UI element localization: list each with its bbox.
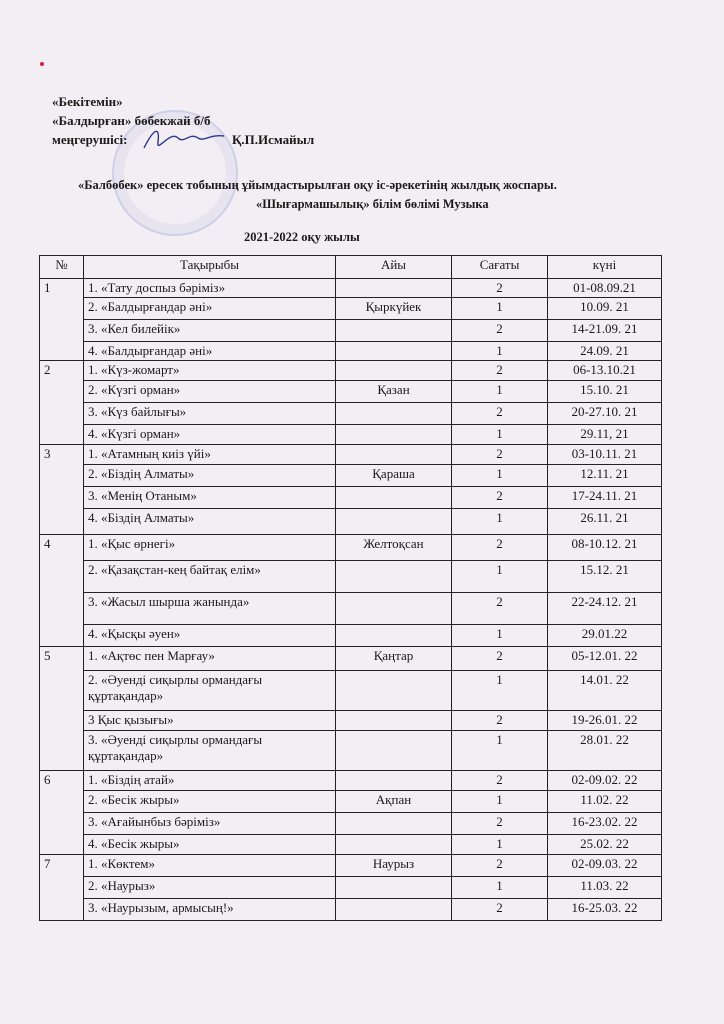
month-cell xyxy=(336,877,452,899)
date-cell: 01-08.09.21 xyxy=(548,279,662,298)
month-cell xyxy=(336,561,452,593)
date-cell: 25.02. 22 xyxy=(548,835,662,855)
hours-cell: 2 xyxy=(452,487,548,509)
hours-cell: 1 xyxy=(452,561,548,593)
table-row xyxy=(40,487,662,509)
table-row xyxy=(40,771,662,791)
date-cell: 08-10.12. 21 xyxy=(548,535,662,561)
hours-cell: 2 xyxy=(452,361,548,381)
month-cell xyxy=(336,509,452,535)
topic-cell: 4. «Бесік жыры» xyxy=(84,835,336,855)
topic-cell: 2. «Бесік жыры» xyxy=(84,791,336,813)
academic-year: 2021-2022 оқу жылы xyxy=(244,230,360,244)
table-row xyxy=(40,899,662,921)
date-cell: 06-13.10.21 xyxy=(548,361,662,381)
table-body xyxy=(40,279,662,921)
table-row xyxy=(40,835,662,855)
table-row xyxy=(40,425,662,445)
table-row xyxy=(40,509,662,535)
topic-cell: 3. «Менің Отаным» xyxy=(84,487,336,509)
topic-cell: 2. «Біздің Алматы» xyxy=(84,465,336,487)
month-cell xyxy=(336,487,452,509)
month-cell: Желтоқсан xyxy=(336,535,452,561)
date-cell: 11.03. 22 xyxy=(548,877,662,899)
hours-cell: 2 xyxy=(452,445,548,465)
ink-dot xyxy=(40,62,44,66)
table-row xyxy=(40,535,662,561)
hours-cell: 2 xyxy=(452,647,548,671)
date-cell: 10.09. 21 xyxy=(548,298,662,320)
topic-cell: 2. «Балдырғандар әні» xyxy=(84,298,336,320)
header-hours: Сағаты xyxy=(452,256,548,279)
approval-line-2: «Балдырған» бөбекжай б/б xyxy=(52,113,211,128)
table-row xyxy=(40,731,662,771)
hours-cell: 1 xyxy=(452,465,548,487)
topic-cell: 1. «Ақтөс пен Марғау» xyxy=(84,647,336,671)
date-cell: 03-10.11. 21 xyxy=(548,445,662,465)
hours-cell: 2 xyxy=(452,593,548,625)
group-number: 4 xyxy=(40,535,84,647)
topic-cell: 4. «Қысқы әуен» xyxy=(84,625,336,647)
table-row xyxy=(40,445,662,465)
topic-cell: 1. «Көктем» xyxy=(84,855,336,877)
group-number: 3 xyxy=(40,445,84,535)
hours-cell: 2 xyxy=(452,771,548,791)
date-cell: 26.11. 21 xyxy=(548,509,662,535)
topic-cell: 2. «Әуенді сиқырлы ормандағы құртақандар» xyxy=(84,671,336,711)
month-cell xyxy=(336,403,452,425)
hours-cell: 2 xyxy=(452,403,548,425)
date-cell: 05-12.01. 22 xyxy=(548,647,662,671)
date-cell: 28.01. 22 xyxy=(548,731,662,771)
month-cell: Қыркүйек xyxy=(336,298,452,320)
group-number: 5 xyxy=(40,647,84,771)
month-cell xyxy=(336,361,452,381)
month-cell xyxy=(336,320,452,342)
hours-cell: 1 xyxy=(452,731,548,771)
table-row xyxy=(40,381,662,403)
month-cell xyxy=(336,279,452,298)
hours-cell: 1 xyxy=(452,509,548,535)
month-cell xyxy=(336,671,452,711)
group-number: 6 xyxy=(40,771,84,855)
director-name: Қ.П.Исмайыл xyxy=(232,132,315,147)
table-row xyxy=(40,647,662,671)
table-row xyxy=(40,561,662,593)
date-cell: 29.01.22 xyxy=(548,625,662,647)
topic-cell: 1. «Күз-жомарт» xyxy=(84,361,336,381)
topic-cell: 4. «Балдырғандар әні» xyxy=(84,342,336,361)
topic-cell: 3 Қыс қызығы» xyxy=(84,711,336,731)
date-cell: 19-26.01. 22 xyxy=(548,711,662,731)
topic-cell: 3. «Ағайынбыз бәріміз» xyxy=(84,813,336,835)
table-row xyxy=(40,361,662,381)
date-cell: 20-27.10. 21 xyxy=(548,403,662,425)
approval-block xyxy=(52,92,315,149)
date-cell: 15.12. 21 xyxy=(548,561,662,593)
table-row xyxy=(40,403,662,425)
month-cell xyxy=(336,899,452,921)
topic-cell: 1. «Біздің атай» xyxy=(84,771,336,791)
group-number: 2 xyxy=(40,361,84,445)
hours-cell: 1 xyxy=(452,791,548,813)
header-number: № xyxy=(40,256,84,279)
date-cell: 02-09.02. 22 xyxy=(548,771,662,791)
topic-cell: 3. «Әуенді сиқырлы ормандағы құртақандар» xyxy=(84,731,336,771)
date-cell: 22-24.12. 21 xyxy=(548,593,662,625)
table-row xyxy=(40,342,662,361)
table-row xyxy=(40,465,662,487)
hours-cell: 2 xyxy=(452,320,548,342)
approval-line-3: меңгерушісі: xyxy=(52,132,128,147)
table-row xyxy=(40,625,662,647)
hours-cell: 1 xyxy=(452,381,548,403)
date-cell: 15.10. 21 xyxy=(548,381,662,403)
date-cell: 11.02. 22 xyxy=(548,791,662,813)
date-cell: 24.09. 21 xyxy=(548,342,662,361)
date-cell: 14-21.09. 21 xyxy=(548,320,662,342)
topic-cell: 1. «Қыс өрнегі» xyxy=(84,535,336,561)
table-row xyxy=(40,791,662,813)
group-number: 7 xyxy=(40,855,84,921)
topic-cell: 1. «Атамның киіз үйі» xyxy=(84,445,336,465)
hours-cell: 2 xyxy=(452,855,548,877)
month-cell: Қаңтар xyxy=(336,647,452,671)
topic-cell: 3. «Күз байлығы» xyxy=(84,403,336,425)
table-row xyxy=(40,855,662,877)
hours-cell: 1 xyxy=(452,298,548,320)
table-row xyxy=(40,671,662,711)
month-cell xyxy=(336,711,452,731)
month-cell: Қараша xyxy=(336,465,452,487)
month-cell xyxy=(336,625,452,647)
hours-cell: 1 xyxy=(452,877,548,899)
topic-cell: 2. «Наурыз» xyxy=(84,877,336,899)
month-cell: Ақпан xyxy=(336,791,452,813)
month-cell: Наурыз xyxy=(336,855,452,877)
hours-cell: 2 xyxy=(452,899,548,921)
hours-cell: 2 xyxy=(452,813,548,835)
month-cell: Қазан xyxy=(336,381,452,403)
header-month: Айы xyxy=(336,256,452,279)
table-row xyxy=(40,711,662,731)
topic-cell: 4. «Біздің Алматы» xyxy=(84,509,336,535)
date-cell: 29.11, 21 xyxy=(548,425,662,445)
hours-cell: 1 xyxy=(452,835,548,855)
table-row xyxy=(40,279,662,298)
topic-cell: 3. «Жасыл шырша жанында» xyxy=(84,593,336,625)
hours-cell: 2 xyxy=(452,535,548,561)
table-row xyxy=(40,298,662,320)
month-cell xyxy=(336,813,452,835)
hours-cell: 1 xyxy=(452,671,548,711)
topic-cell: 3. «Кел билейік» xyxy=(84,320,336,342)
month-cell xyxy=(336,771,452,791)
topic-cell: 1. «Тату доспыз бәріміз» xyxy=(84,279,336,298)
plan-subtitle: «Шығармашылық» білім бөлімі Музыка xyxy=(256,197,489,211)
header-topic: Тақырыбы xyxy=(84,256,336,279)
hours-cell: 2 xyxy=(452,711,548,731)
date-cell: 16-25.03. 22 xyxy=(548,899,662,921)
group-number: 1 xyxy=(40,279,84,361)
plan-title: «Балбөбек» ересек тобының ұйымдастырылған оқу іс-әрекетінің жылдық жоспары. xyxy=(78,178,557,192)
plan-table xyxy=(39,255,662,921)
table-row xyxy=(40,593,662,625)
date-cell: 16-23.02. 22 xyxy=(548,813,662,835)
header-date: күні xyxy=(548,256,662,279)
date-cell: 14.01. 22 xyxy=(548,671,662,711)
approval-line-1: «Бекітемін» xyxy=(52,94,123,109)
hours-cell: 1 xyxy=(452,625,548,647)
table-row xyxy=(40,813,662,835)
topic-cell: 4. «Күзгі орман» xyxy=(84,425,336,445)
table-row xyxy=(40,320,662,342)
month-cell xyxy=(336,445,452,465)
hours-cell: 1 xyxy=(452,425,548,445)
topic-cell: 2. «Қазақстан-кең байтақ елім» xyxy=(84,561,336,593)
hours-cell: 2 xyxy=(452,279,548,298)
month-cell xyxy=(336,835,452,855)
date-cell: 12.11. 21 xyxy=(548,465,662,487)
month-cell xyxy=(336,731,452,771)
hours-cell: 1 xyxy=(452,342,548,361)
date-cell: 17-24.11. 21 xyxy=(548,487,662,509)
table-header-row xyxy=(40,256,662,279)
topic-cell: 2. «Күзгі орман» xyxy=(84,381,336,403)
month-cell xyxy=(336,342,452,361)
month-cell xyxy=(336,593,452,625)
topic-cell: 3. «Наурызым, армысың!» xyxy=(84,899,336,921)
table-row xyxy=(40,877,662,899)
date-cell: 02-09.03. 22 xyxy=(548,855,662,877)
month-cell xyxy=(336,425,452,445)
